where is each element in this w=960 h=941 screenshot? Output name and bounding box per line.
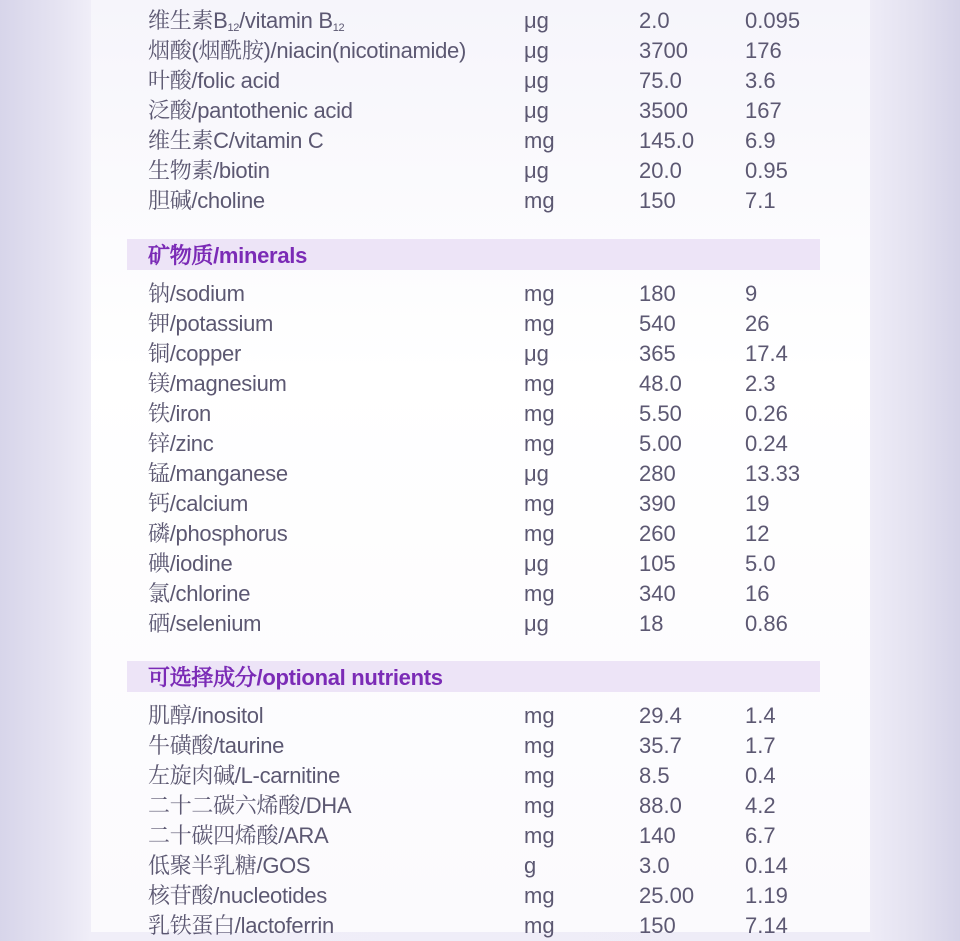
nutrient-name: 硒/selenium [148, 611, 262, 636]
nutrient-value: 280 [639, 461, 676, 486]
nutrient-unit: mg [524, 431, 555, 456]
nutrient-name: 锰/manganese [148, 461, 288, 486]
table-row [0, 369, 960, 399]
nutrient-per-energy: 0.86 [745, 611, 788, 636]
nutrient-name: 钾/potassium [148, 311, 274, 336]
nutrient-value: 140 [639, 823, 676, 848]
nutrient-per-energy: 12 [745, 521, 770, 546]
table-row [0, 156, 960, 186]
table-row [0, 549, 960, 579]
table-row [0, 279, 960, 309]
nutrient-value: 180 [639, 281, 676, 306]
section-title: 可选择成分/optional nutrients [148, 665, 443, 690]
section-header-minerals [127, 239, 820, 270]
nutrient-unit: μg [524, 158, 549, 183]
nutrient-unit: mg [524, 733, 555, 758]
nutrient-per-energy: 1.7 [745, 733, 776, 758]
nutrient-per-energy: 0.26 [745, 401, 788, 426]
nutrient-unit: mg [524, 128, 555, 153]
nutrient-value: 88.0 [639, 793, 682, 818]
nutrient-unit: mg [524, 581, 555, 606]
nutrient-value: 365 [639, 341, 676, 366]
nutrient-per-energy: 0.95 [745, 158, 788, 183]
nutrient-name: 核苷酸/nucleotides [148, 883, 327, 908]
nutrient-unit: mg [524, 371, 555, 396]
nutrient-per-energy: 7.1 [745, 188, 776, 213]
nutrient-per-energy: 13.33 [745, 461, 801, 486]
table-row [0, 821, 960, 851]
nutrient-name: 铁/iron [148, 401, 211, 426]
nutrient-per-energy: 1.4 [745, 703, 776, 728]
nutrient-unit: μg [524, 8, 549, 33]
nutrient-name: 牛磺酸/taurine [148, 733, 285, 758]
nutrient-per-energy: 1.19 [745, 883, 788, 908]
nutrient-value: 3500 [639, 98, 688, 123]
nutrient-unit: mg [524, 703, 555, 728]
nutrient-value: 35.7 [639, 733, 682, 758]
nutrient-name: 肌醇/inositol [148, 703, 264, 728]
nutrient-name: 二十二碳六烯酸/DHA [148, 793, 352, 818]
table-row [0, 399, 960, 429]
nutrient-name: 二十碳四烯酸/ARA [148, 823, 329, 848]
nutrient-name: 氯/chlorine [148, 581, 251, 606]
table-row [0, 6, 960, 36]
nutrient-per-energy: 0.4 [745, 763, 776, 788]
nutrient-value: 20.0 [639, 158, 682, 183]
table-row [0, 761, 960, 791]
nutrient-name: 烟酸(烟酰胺)/niacin(nicotinamide) [148, 38, 467, 63]
nutrient-unit: μg [524, 551, 549, 576]
section-title: 矿物质/minerals [148, 243, 308, 268]
table-row [0, 791, 960, 821]
table-row [0, 96, 960, 126]
nutrient-per-energy: 7.14 [745, 913, 788, 938]
nutrient-per-energy: 167 [745, 98, 782, 123]
nutrient-value: 8.5 [639, 763, 670, 788]
table-row [0, 851, 960, 881]
nutrient-value: 5.00 [639, 431, 682, 456]
nutrient-per-energy: 0.14 [745, 853, 788, 878]
nutrient-per-energy: 3.6 [745, 68, 776, 93]
nutrient-unit: μg [524, 68, 549, 93]
nutrient-per-energy: 2.3 [745, 371, 776, 396]
nutrient-per-energy: 176 [745, 38, 782, 63]
nutrient-unit: mg [524, 521, 555, 546]
nutrient-per-energy: 6.7 [745, 823, 776, 848]
nutrient-unit: mg [524, 883, 555, 908]
table-row [0, 519, 960, 549]
nutrient-per-energy: 16 [745, 581, 770, 606]
nutrient-value: 150 [639, 913, 676, 938]
nutrient-per-energy: 0.24 [745, 431, 788, 456]
nutrient-per-energy: 17.4 [745, 341, 788, 366]
nutrient-per-energy: 0.095 [745, 8, 801, 33]
nutrient-value: 75.0 [639, 68, 682, 93]
nutrient-value: 3700 [639, 38, 688, 63]
table-row [0, 309, 960, 339]
table-row [0, 731, 960, 761]
nutrient-unit: μg [524, 38, 549, 63]
nutrient-per-energy: 9 [745, 281, 758, 306]
nutrient-unit: μg [524, 611, 549, 636]
nutrient-unit: mg [524, 491, 555, 516]
table-row [0, 881, 960, 911]
nutrient-value: 3.0 [639, 853, 670, 878]
nutrient-name: 铜/copper [148, 341, 241, 366]
nutrient-per-energy: 4.2 [745, 793, 776, 818]
table-row [0, 36, 960, 66]
table-row [0, 489, 960, 519]
nutrient-value: 145.0 [639, 128, 695, 153]
nutrient-per-energy: 19 [745, 491, 770, 516]
nutrient-value: 25.00 [639, 883, 695, 908]
nutrient-unit: mg [524, 311, 555, 336]
nutrient-name: 镁/magnesium [148, 371, 287, 396]
cut-off-row [0, 0, 960, 2]
nutrient-unit: mg [524, 188, 555, 213]
nutrient-unit: μg [524, 341, 549, 366]
table-row [0, 186, 960, 216]
nutrient-value: 540 [639, 311, 676, 336]
section-header-optional [127, 661, 820, 692]
table-row [0, 701, 960, 731]
nutrient-name: 磷/phosphorus [148, 521, 288, 546]
nutrient-unit: mg [524, 281, 555, 306]
nutrient-value: 48.0 [639, 371, 682, 396]
nutrient-unit: mg [524, 401, 555, 426]
nutrient-value: 2.0 [639, 8, 670, 33]
nutrient-name: 左旋肉碱/L-carnitine [148, 763, 341, 788]
nutrient-value: 105 [639, 551, 676, 576]
nutrient-name: 锌/zinc [148, 431, 214, 456]
nutrient-per-energy: 6.9 [745, 128, 776, 153]
table-row [0, 609, 960, 639]
nutrient-name: 碘/iodine [148, 551, 233, 576]
table-row [0, 66, 960, 96]
nutrient-name: 泛酸/pantothenic acid [148, 98, 353, 123]
nutrient-name: 维生素$B_{12}$/vitamin $B_{12}$ [148, 8, 345, 34]
nutrient-unit: μg [524, 98, 549, 123]
table-row [0, 429, 960, 459]
table-row [0, 339, 960, 369]
nutrient-unit: mg [524, 913, 555, 938]
table-row [0, 579, 960, 609]
nutrient-unit: mg [524, 763, 555, 788]
nutrient-value: 390 [639, 491, 676, 516]
nutrient-name: 维生素C/vitamin C [148, 128, 324, 153]
nutrient-name: 钠/sodium [148, 281, 245, 306]
nutrient-unit: mg [524, 793, 555, 818]
nutrient-value: 260 [639, 521, 676, 546]
nutrient-value: 18 [639, 611, 664, 636]
nutrient-name: 低聚半乳糖/GOS [148, 853, 311, 878]
table-row [0, 126, 960, 156]
nutrient-per-energy: 26 [745, 311, 770, 336]
nutrient-unit: μg [524, 461, 549, 486]
nutrient-value: 150 [639, 188, 676, 213]
nutrient-unit: mg [524, 823, 555, 848]
nutrient-unit: g [524, 853, 537, 878]
nutrient-value: 340 [639, 581, 676, 606]
nutrient-name: 乳铁蛋白/lactoferrin [148, 913, 334, 938]
nutrient-name: 钙/calcium [148, 491, 248, 516]
nutrient-value: 5.50 [639, 401, 682, 426]
nutrient-per-energy: 5.0 [745, 551, 776, 576]
table-row [0, 459, 960, 489]
nutrient-name: 胆碱/choline [148, 188, 265, 213]
table-row [0, 911, 960, 941]
nutrient-name: 叶酸/folic acid [148, 68, 280, 93]
nutrient-value: 29.4 [639, 703, 682, 728]
nutrient-name: 生物素/biotin [148, 158, 270, 183]
